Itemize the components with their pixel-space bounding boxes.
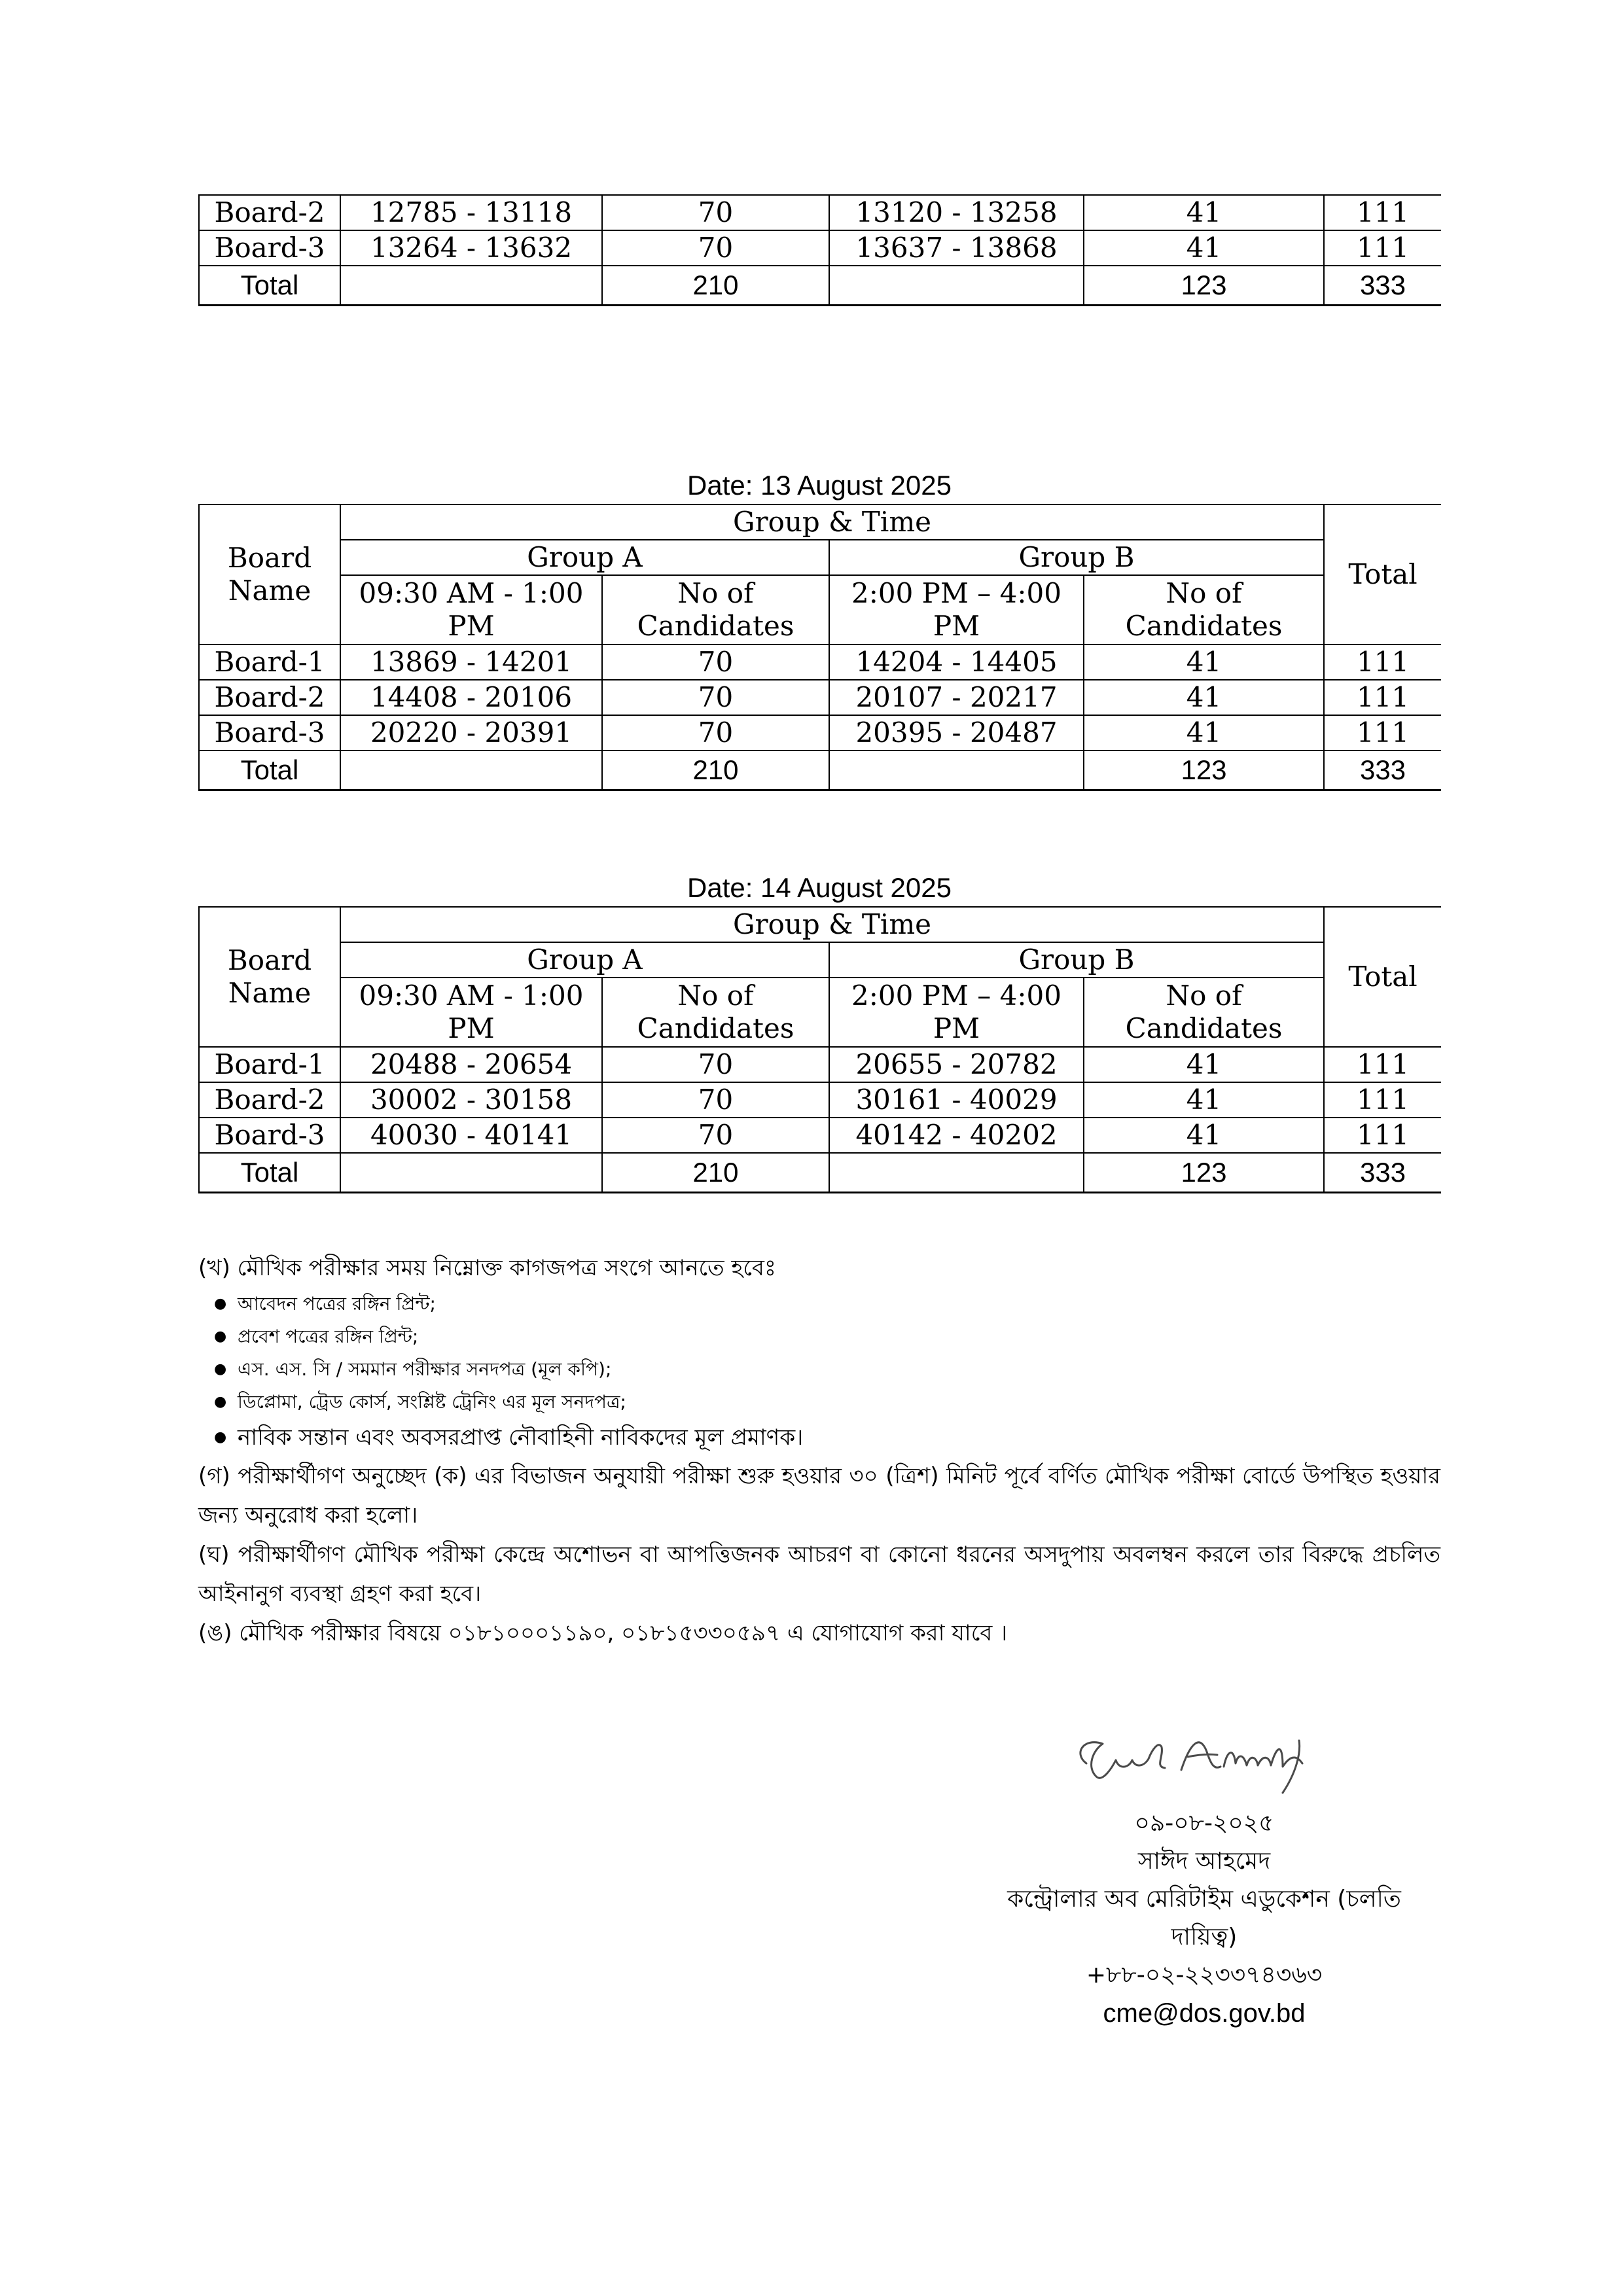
note-gha: (ঘ) পরীক্ষার্থীগণ মৌখিক পরীক্ষা কেন্দ্রে অশোভন বা আপত্তিজনক আচরণ বা কোনো ধরনের অসদুপায় অবলম্বন করলে তার বিরুদ্ধে প্রচলিত আইনানুগ ব্যবস্থা গ্রহণ করা হবে। <box>198 1542 1440 1607</box>
cell-group-a-range: 30002 - 30158 <box>340 1082 602 1118</box>
signatory-phone: +৮৮-০২-২২৩৩৭৪৩৬৩ <box>1086 1962 1323 1988</box>
list-item: ● নাবিক সন্তান এবং অবসরপ্রাপ্ত নৌবাহিনী নাবিকদের মূল প্রমাণক। <box>238 1419 1440 1457</box>
required-documents-list <box>198 1288 1440 1457</box>
cell-group-a-count: 70 <box>602 680 829 715</box>
cell-group-b-count: 41 <box>1084 1118 1324 1153</box>
header-group-b: Group B <box>829 942 1324 978</box>
cell-group-b-range: 20655 - 20782 <box>829 1047 1084 1082</box>
cell-total: 111 <box>1324 715 1441 751</box>
cell-group-a-count: 70 <box>602 645 829 680</box>
header-time-b: 2:00 PM – 4:00 PM <box>829 978 1084 1047</box>
date-heading: Date: 14 August 2025 <box>687 872 952 903</box>
cell-board: Board-1 <box>199 645 340 680</box>
header-candidates-a: No of Candidates <box>602 575 829 645</box>
cell-group-a-range: 14408 - 20106 <box>340 680 602 715</box>
header-board-name: Board Name <box>199 504 340 645</box>
bullet-icon: ● <box>214 1429 227 1445</box>
date-heading: Date: 13 August 2025 <box>687 470 952 501</box>
signatory-designation: কন্ট্রোলার অব মেরিটাইম এডুকেশন (চলতি দায়িত্ব) <box>1007 1886 1401 1951</box>
cell-group-a-count: 70 <box>602 195 829 230</box>
cell-group-a-range: 40030 - 40141 <box>340 1118 602 1153</box>
total-row <box>199 751 1441 790</box>
cell-board: Board-3 <box>199 230 340 266</box>
cell-grand-total: 333 <box>1324 1153 1441 1193</box>
header-candidates-a: No of Candidates <box>602 978 829 1047</box>
total-row <box>199 1153 1441 1193</box>
cell-total: 111 <box>1324 1047 1441 1082</box>
cell-group-b-range: 20395 - 20487 <box>829 715 1084 751</box>
cell-total: 111 <box>1324 680 1441 715</box>
header-group-time: Group & Time <box>340 504 1324 540</box>
cell-group-a-count: 70 <box>602 1118 829 1153</box>
cell-empty <box>340 1153 602 1193</box>
cell-group-a-range: 13264 - 13632 <box>340 230 602 266</box>
signature-block <box>969 1805 1440 2032</box>
cell-total-label: Total <box>199 266 340 306</box>
cell-total-group-a: 210 <box>602 751 829 790</box>
cell-total-group-a: 210 <box>602 266 829 306</box>
cell-total-group-b: 123 <box>1084 751 1324 790</box>
cell-group-b-range: 30161 - 40029 <box>829 1082 1084 1118</box>
list-item: ● এস. এস. সি / সমমান পরীক্ষার সনদপত্র (মূল কপি); <box>238 1353 1440 1386</box>
schedule-table-continued <box>198 194 1441 306</box>
cell-group-a-count: 70 <box>602 1047 829 1082</box>
cell-empty <box>829 1153 1084 1193</box>
cell-group-a-count: 70 <box>602 1082 829 1118</box>
cell-group-a-count: 70 <box>602 230 829 266</box>
table-row <box>199 715 1441 751</box>
header-candidates-b: No of Candidates <box>1084 575 1324 645</box>
cell-total-label: Total <box>199 1153 340 1193</box>
cell-group-b-range: 40142 - 40202 <box>829 1118 1084 1153</box>
table-row <box>199 1118 1441 1153</box>
cell-total: 111 <box>1324 230 1441 266</box>
cell-empty <box>340 266 602 306</box>
schedule-table-13-august <box>198 504 1441 791</box>
cell-board: Board-1 <box>199 1047 340 1082</box>
cell-group-a-count: 70 <box>602 715 829 751</box>
table-row <box>199 230 1441 266</box>
list-item: ● ডিপ্লোমা, ট্রেড কোর্স, সংশ্লিষ্ট ট্রেনিং এর মূল সনদপত্র; <box>238 1386 1440 1419</box>
cell-group-b-range: 13637 - 13868 <box>829 230 1084 266</box>
cell-total: 111 <box>1324 1118 1441 1153</box>
header-time-a: 09:30 AM - 1:00 PM <box>340 575 602 645</box>
cell-group-b-count: 41 <box>1084 715 1324 751</box>
header-time-a: 09:30 AM - 1:00 PM <box>340 978 602 1047</box>
header-total: Total <box>1324 504 1441 645</box>
table-row <box>199 1082 1441 1118</box>
cell-group-b-count: 41 <box>1084 680 1324 715</box>
total-row <box>199 266 1441 306</box>
list-item: ● প্রবেশ পত্রের রঙ্গিন প্রিন্ট; <box>238 1320 1440 1353</box>
signatory-name: সাঈদ আহমেদ <box>1137 1848 1271 1875</box>
cell-empty <box>340 751 602 790</box>
header-candidates-b: No of Candidates <box>1084 978 1324 1047</box>
signatory-email: cme@dos.gov.bd <box>1103 1999 1306 2028</box>
cell-grand-total: 333 <box>1324 751 1441 790</box>
bullet-icon: ● <box>214 1394 227 1410</box>
instructions <box>198 1248 1440 1653</box>
signature-date: ০৯-০৮-২০২৫ <box>1134 1810 1274 1837</box>
header-time-b: 2:00 PM – 4:00 PM <box>829 575 1084 645</box>
cell-group-b-count: 41 <box>1084 1047 1324 1082</box>
cell-board: Board-3 <box>199 1118 340 1153</box>
header-total: Total <box>1324 907 1441 1047</box>
cell-board: Board-2 <box>199 1082 340 1118</box>
note-umo: (ঙ) মৌখিক পরীক্ষার বিষয়ে ০১৮১০০০১১৯০, ০১৮১৫৩৩০৫৯৭ এ যোগাযোগ করা যাবে । <box>198 1620 1008 1646</box>
cell-group-b-range: 13120 - 13258 <box>829 195 1084 230</box>
cell-group-b-count: 41 <box>1084 230 1324 266</box>
schedule-table-14-august <box>198 906 1441 1193</box>
cell-total: 111 <box>1324 645 1441 680</box>
cell-group-b-count: 41 <box>1084 1082 1324 1118</box>
table-row <box>199 195 1441 230</box>
cell-group-b-count: 41 <box>1084 645 1324 680</box>
cell-total-group-b: 123 <box>1084 266 1324 306</box>
cell-total: 111 <box>1324 1082 1441 1118</box>
cell-total: 111 <box>1324 195 1441 230</box>
list-item: ● আবেদন পত্রের রঙ্গিন প্রিন্ট; <box>238 1288 1440 1320</box>
bullet-icon: ● <box>214 1361 227 1377</box>
cell-total-group-b: 123 <box>1084 1153 1324 1193</box>
cell-group-b-count: 41 <box>1084 195 1324 230</box>
cell-board: Board-3 <box>199 715 340 751</box>
cell-empty <box>829 266 1084 306</box>
table-row <box>199 680 1441 715</box>
cell-board: Board-2 <box>199 680 340 715</box>
table-row <box>199 645 1441 680</box>
cell-group-a-range: 12785 - 13118 <box>340 195 602 230</box>
bullet-icon: ● <box>214 1328 227 1345</box>
note-ga: (গ) পরীক্ষার্থীগণ অনুচ্ছেদ (ক) এর বিভাজন অনুযায়ী পরীক্ষা শুরু হওয়ার ৩০ (ত্রিশ) মিনিট পূর্বে বর্ণিত মৌখিক পরীক্ষা বোর্ডে উপস্থিত হওয়ার জন্য অনুরোধ করা হলো। <box>198 1463 1440 1528</box>
cell-group-a-range: 20220 - 20391 <box>340 715 602 751</box>
bullet-icon: ● <box>214 1296 227 1312</box>
header-group-b: Group B <box>829 540 1324 575</box>
cell-group-a-range: 13869 - 14201 <box>340 645 602 680</box>
cell-empty <box>829 751 1084 790</box>
cell-group-a-range: 20488 - 20654 <box>340 1047 602 1082</box>
header-board-name: Board Name <box>199 907 340 1047</box>
cell-board: Board-2 <box>199 195 340 230</box>
cell-total-label: Total <box>199 751 340 790</box>
header-group-time: Group & Time <box>340 907 1324 942</box>
cell-group-b-range: 20107 - 20217 <box>829 680 1084 715</box>
header-group-a: Group A <box>340 540 829 575</box>
handwritten-signature <box>1067 1727 1342 1799</box>
cell-group-b-range: 14204 - 14405 <box>829 645 1084 680</box>
cell-total-group-a: 210 <box>602 1153 829 1193</box>
cell-grand-total: 333 <box>1324 266 1441 306</box>
note-kha: (খ) মৌখিক পরীক্ষার সময় নিম্নোক্ত কাগজপত্র সংগে আনতে হবেঃ <box>198 1255 777 1281</box>
header-group-a: Group A <box>340 942 829 978</box>
table-row <box>199 1047 1441 1082</box>
